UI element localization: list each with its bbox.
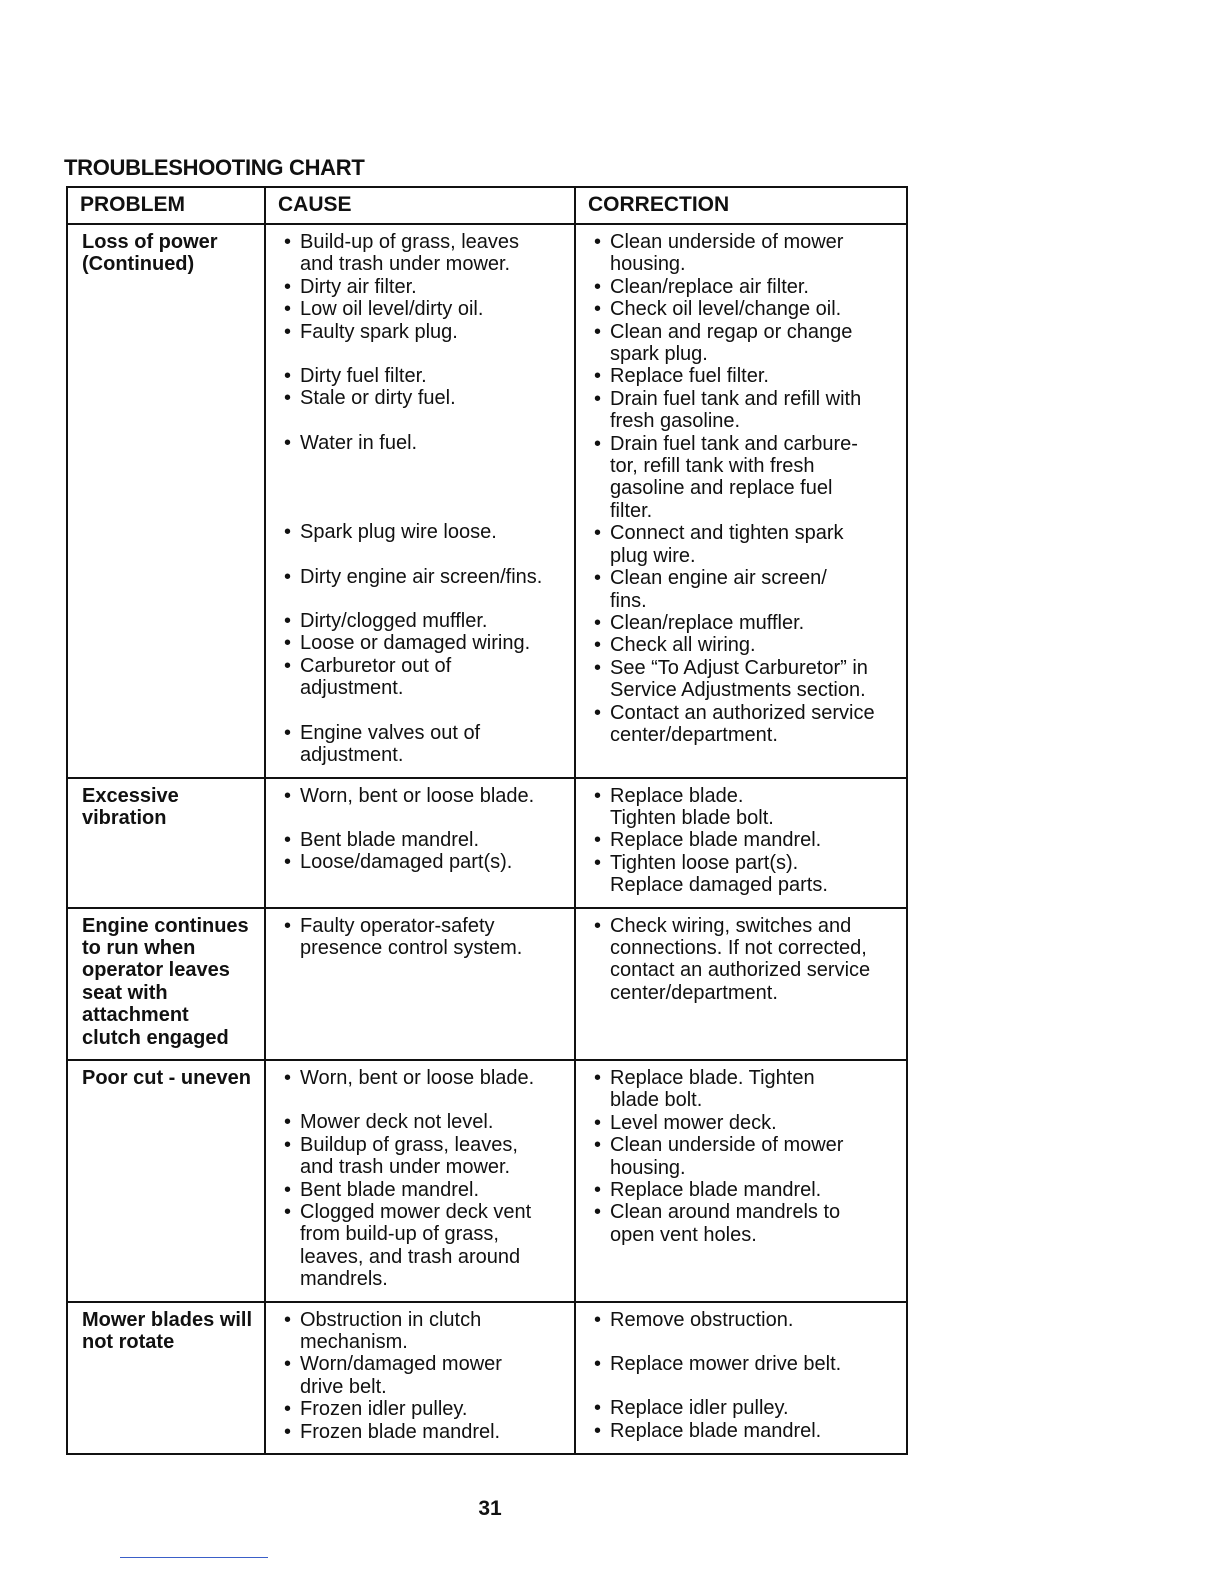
cause-item: • Worn, bent or loose blade. <box>280 785 564 807</box>
correction-item: • Replace blade. Tighten blade bolt. <box>590 785 800 830</box>
correction-cell <box>575 1302 907 1454</box>
cause-item: • Loose or damaged wiring. <box>280 632 564 654</box>
cause-cell <box>265 908 575 1060</box>
cause-item: • Dirty fuel filter. <box>280 365 564 387</box>
footer-divider <box>120 1557 268 1558</box>
cause-item: • Build-up of grass, leaves and trash under mower. <box>280 231 525 276</box>
problem-line: Mower blades will <box>82 1308 253 1331</box>
problem-line: (Continued) <box>82 253 195 276</box>
problem-line: seat with <box>82 981 168 1004</box>
correction-item: • Clean around mandrels to open vent holes. <box>590 1201 875 1246</box>
header-cause: CAUSE <box>265 187 575 224</box>
troubleshooting-table <box>66 186 908 1455</box>
cause-item: • Dirty air filter. <box>280 276 564 298</box>
cause-item: • Dirty/clogged muffler. <box>280 610 564 632</box>
correction-item: • Clean underside of mower housing. <box>590 231 860 276</box>
correction-item: • Level mower deck. <box>590 1112 896 1134</box>
problem-line: vibration <box>82 806 167 829</box>
cause-cell <box>265 224 575 778</box>
cause-item: • Clogged mower deck vent from build-up of grass, leaves, and trash around mandrels. <box>280 1201 565 1291</box>
cause-item: • Loose/damaged part(s). <box>280 851 564 873</box>
chart-title: TROUBLESHOOTING CHART <box>64 155 365 180</box>
correction-item: • Check wiring, switches and connections. If not corrected, contact an authorized service center/department. <box>590 915 896 1005</box>
correction-item: • Replace fuel filter. <box>590 365 896 387</box>
cause-item: • Buildup of grass, leaves, and trash under mower. <box>280 1134 545 1179</box>
cause-item: • Worn, bent or loose blade. <box>280 1067 564 1089</box>
problem-line: attachment <box>82 1004 189 1027</box>
correction-item: • Replace mower drive belt. <box>590 1353 896 1375</box>
table-row <box>67 1302 907 1454</box>
cause-item: • Obstruction in clutch mechanism. <box>280 1309 520 1354</box>
cause-item: • Dirty engine air screen/fins. <box>280 566 564 588</box>
table-row <box>67 908 907 1060</box>
table-row <box>67 778 907 908</box>
correction-item: • Clean and regap or change spark plug. <box>590 321 885 366</box>
cause-item: • Bent blade mandrel. <box>280 829 564 851</box>
correction-item: • Drain fuel tank and carbure- tor, refill tank with fresh gasoline and replace fuel filter. <box>590 433 870 523</box>
correction-cell <box>575 1060 907 1302</box>
page-number: 31 <box>478 1497 502 1520</box>
cause-item: • Mower deck not level. <box>280 1111 564 1133</box>
correction-item: • Clean engine air screen/ fins. <box>590 567 850 612</box>
correction-item: • Contact an authorized service center/department. <box>590 702 880 747</box>
cause-item: • Engine valves out of adjustment. <box>280 722 500 767</box>
correction-item: • Replace blade mandrel. <box>590 1420 896 1442</box>
problem-line: Poor cut - uneven <box>82 1066 251 1089</box>
correction-item: • Replace idler pulley. <box>590 1397 896 1419</box>
correction-item: • Remove obstruction. <box>590 1309 896 1331</box>
problem-cell <box>67 778 265 908</box>
table-row <box>67 224 907 778</box>
problem-cell <box>67 1060 265 1302</box>
cause-item: • Faulty spark plug. <box>280 321 564 343</box>
correction-item: • Replace blade. Tighten blade bolt. <box>590 1067 850 1112</box>
cause-item: • Spark plug wire loose. <box>280 521 564 543</box>
cause-cell <box>265 1302 575 1454</box>
problem-line: not rotate <box>82 1331 175 1354</box>
correction-item: • Connect and tighten spark plug wire. <box>590 522 870 567</box>
correction-item: • Replace blade mandrel. <box>590 829 896 851</box>
problem-cell <box>67 1302 265 1454</box>
cause-item: • Stale or dirty fuel. <box>280 387 564 409</box>
cause-item: • Worn/damaged mower drive belt. <box>280 1353 530 1398</box>
cause-cell <box>265 1060 575 1302</box>
cause-item: • Frozen idler pulley. <box>280 1398 564 1420</box>
cause-item: • Frozen blade mandrel. <box>280 1421 564 1443</box>
problem-cell <box>67 224 265 778</box>
table-header-row <box>67 187 907 224</box>
cause-item: • Bent blade mandrel. <box>280 1179 564 1201</box>
problem-line: clutch engaged <box>82 1026 229 1049</box>
problem-line: to run when <box>82 936 196 959</box>
cause-item: • Low oil level/dirty oil. <box>280 298 564 320</box>
correction-item: • Clean/replace air filter. <box>590 276 896 298</box>
problem-line: Excessive <box>82 784 179 807</box>
problem-cell <box>67 908 265 1060</box>
correction-item: • Drain fuel tank and refill with fresh gasoline. <box>590 388 895 433</box>
cause-item: • Faulty operator-safety presence control system. <box>280 915 550 960</box>
correction-item: • See “To Adjust Carburetor” in Service Adjustments section. <box>590 657 880 702</box>
correction-item: • Clean underside of mower housing. <box>590 1134 880 1179</box>
problem-line: Loss of power <box>82 231 218 253</box>
header-correction: CORRECTION <box>575 187 907 224</box>
correction-cell <box>575 224 907 778</box>
header-problem: PROBLEM <box>67 187 265 224</box>
cause-item: • Carburetor out of adjustment. <box>280 655 460 700</box>
cause-cell <box>265 778 575 908</box>
problem-line: Engine continues <box>82 914 249 937</box>
problem-line: operator leaves <box>82 959 230 982</box>
correction-item: • Check oil level/change oil. <box>590 298 896 320</box>
correction-item: • Tighten loose part(s). Replace damaged parts. <box>590 852 860 897</box>
correction-item: • Check all wiring. <box>590 634 896 656</box>
cause-item: • Water in fuel. <box>280 432 564 454</box>
correction-cell <box>575 778 907 908</box>
table-row <box>67 1060 907 1302</box>
correction-item: • Replace blade mandrel. <box>590 1179 896 1201</box>
correction-item: • Clean/replace muffler. <box>590 612 896 634</box>
correction-cell <box>575 908 907 1060</box>
